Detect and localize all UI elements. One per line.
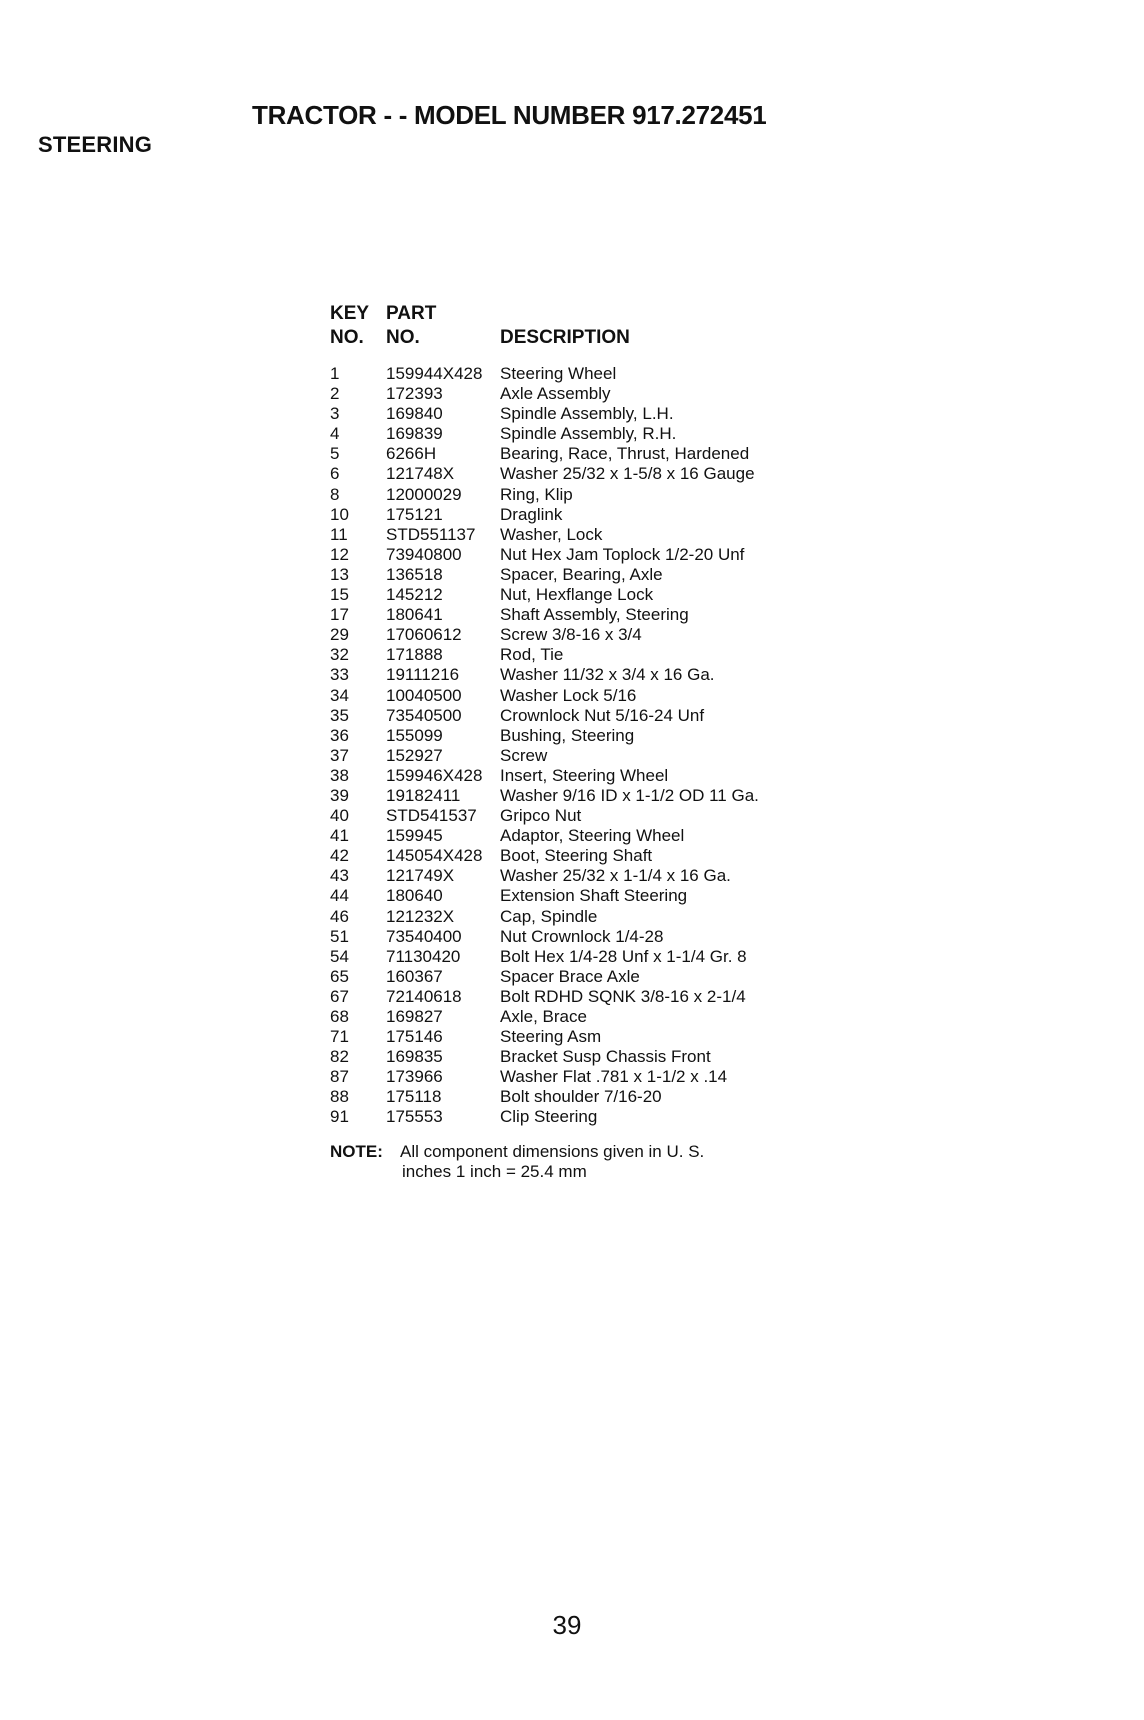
table-row — [330, 806, 850, 826]
description-cell: Washer 9/16 ID x 1-1/2 OD 11 Ga. — [500, 785, 759, 805]
table-header-row-2 — [330, 326, 850, 350]
table-row — [330, 505, 850, 525]
description-cell: Nut Crownlock 1/4-28 — [500, 926, 664, 946]
table-row — [330, 846, 850, 866]
table-row — [330, 665, 850, 685]
description-cell: Bolt Hex 1/4-28 Unf x 1-1/4 Gr. 8 — [500, 946, 747, 966]
key-cell: 33 — [330, 665, 349, 685]
key-cell: 68 — [330, 1007, 349, 1026]
key-cell: 35 — [330, 705, 349, 725]
table-row — [330, 585, 850, 605]
key-cell: 91 — [330, 1107, 349, 1127]
description-cell: Steering Asm — [500, 1027, 602, 1047]
note-text-line2: inches 1 inch = 25.4 mm — [402, 1162, 587, 1181]
key-cell: 12 — [330, 544, 349, 564]
description-cell: Nut, Hexflange Lock — [500, 585, 654, 605]
description-cell: Draglink — [500, 504, 563, 524]
part-number-cell: 152927 — [386, 745, 443, 765]
key-cell: 67 — [330, 986, 349, 1006]
part-number-cell: 72140618 — [386, 986, 462, 1006]
description-cell: Bolt RDHD SQNK 3/8-16 x 2-1/4 — [500, 986, 746, 1006]
part-number-cell: 19111216 — [386, 665, 460, 685]
key-cell: 41 — [330, 826, 349, 846]
table-body — [330, 364, 850, 1128]
key-cell: 38 — [330, 765, 349, 785]
table-row — [330, 1107, 850, 1127]
part-number-cell: 73940800 — [386, 544, 462, 564]
part-number-cell: 173966 — [386, 1067, 443, 1087]
note-line1 — [330, 1142, 704, 1162]
part-number-cell: 73540500 — [386, 705, 462, 725]
table-row — [330, 947, 850, 967]
description-cell: Rod, Tie — [500, 645, 564, 665]
table-row — [330, 424, 850, 444]
description-cell: Steering Wheel — [500, 364, 617, 383]
part-number-cell: 10040500 — [386, 685, 462, 705]
description-cell: Spindle Assembly, R.H. — [500, 424, 677, 444]
part-number-cell: 17060612 — [386, 625, 462, 645]
key-cell: 51 — [330, 926, 349, 946]
parts-table — [330, 302, 850, 1128]
table-row — [330, 1067, 850, 1087]
key-cell: 34 — [330, 685, 349, 705]
note-label: NOTE: — [330, 1142, 383, 1161]
key-cell: 88 — [330, 1087, 349, 1107]
note — [330, 1142, 704, 1182]
table-row — [330, 746, 850, 766]
description-cell: Washer 11/32 x 3/4 x 16 Ga. — [500, 665, 715, 685]
part-number-cell: 73540400 — [386, 926, 462, 946]
table-row — [330, 686, 850, 706]
part-number-cell: 159946X428 — [386, 765, 483, 785]
part-number-cell: 175121 — [386, 504, 443, 524]
description-cell: Cap, Spindle — [500, 906, 598, 926]
key-cell: 71 — [330, 1027, 349, 1047]
part-number-cell: 169835 — [386, 1047, 443, 1067]
key-cell: 36 — [330, 725, 349, 745]
part-number-cell: STD541537 — [386, 806, 477, 826]
table-row — [330, 1047, 850, 1067]
table-row — [330, 545, 850, 565]
part-number-cell: 145054X428 — [386, 846, 483, 866]
description-cell: Spacer, Bearing, Axle — [500, 564, 663, 584]
part-number-cell: 19182411 — [386, 785, 461, 805]
key-cell: 40 — [330, 806, 349, 826]
part-number-cell: 136518 — [386, 564, 443, 584]
description-cell: Spacer Brace Axle — [500, 966, 640, 986]
description-cell: Axle Assembly — [500, 384, 611, 404]
table-row — [330, 444, 850, 464]
description-cell: Spindle Assembly, L.H. — [500, 404, 674, 424]
table-row — [330, 1027, 850, 1047]
table-row — [330, 645, 850, 665]
description-cell: Crownlock Nut 5/16-24 Unf — [500, 705, 705, 725]
part-header-line1: PART — [386, 303, 437, 324]
part-number-cell: 121232X — [386, 906, 455, 926]
table-row — [330, 1007, 850, 1027]
description-cell: Boot, Steering Shaft — [500, 846, 653, 866]
key-cell: 6 — [330, 464, 340, 484]
table-row — [330, 625, 850, 645]
note-text-line1: All component dimensions given in U. S. — [400, 1142, 705, 1161]
table-row — [330, 404, 850, 424]
part-number-cell: 169840 — [386, 404, 443, 424]
header-spacer — [500, 302, 850, 326]
part-number-cell: 71130420 — [386, 946, 461, 966]
key-cell: 15 — [330, 585, 349, 605]
key-cell: 32 — [330, 645, 349, 665]
description-header: DESCRIPTION — [500, 327, 630, 348]
description-cell: Adaptor, Steering Wheel — [500, 826, 685, 846]
part-number-cell: 121748X — [386, 464, 455, 484]
description-cell: Insert, Steering Wheel — [500, 765, 669, 785]
part-number-cell: 145212 — [386, 585, 443, 605]
table-row — [330, 525, 850, 545]
key-cell: 29 — [330, 625, 349, 645]
description-cell: Washer Lock 5/16 — [500, 685, 637, 705]
part-header-line2: NO. — [386, 327, 420, 348]
table-row — [330, 605, 850, 625]
part-number-cell: 171888 — [386, 645, 443, 665]
part-number-cell: 12000029 — [386, 484, 462, 504]
page-number: 39 — [552, 1610, 582, 1640]
page-title: TRACTOR - - MODEL NUMBER 917.272451 — [252, 100, 767, 130]
key-cell: 54 — [330, 946, 349, 966]
description-cell: Screw — [500, 745, 548, 765]
table-row — [330, 364, 850, 384]
description-cell: Bearing, Race, Thrust, Hardened — [500, 444, 750, 464]
part-number-cell: 155099 — [386, 725, 443, 745]
key-cell: 82 — [330, 1047, 349, 1067]
table-row — [330, 485, 850, 505]
part-number-cell: 121749X — [386, 866, 455, 886]
description-cell: Washer 25/32 x 1-5/8 x 16 Gauge — [500, 464, 755, 484]
table-row — [330, 886, 850, 906]
part-number-cell: 180641 — [386, 605, 443, 625]
description-cell: Bracket Susp Chassis Front — [500, 1047, 711, 1067]
key-cell: 87 — [330, 1067, 349, 1087]
description-cell: Clip Steering — [500, 1107, 598, 1127]
key-cell: 1 — [330, 364, 340, 383]
key-cell: 37 — [330, 745, 349, 765]
key-cell: 8 — [330, 484, 340, 504]
part-number-cell: 169827 — [386, 1007, 443, 1026]
description-cell: Screw 3/8-16 x 3/4 — [500, 625, 642, 645]
part-number-cell: STD551137 — [386, 524, 476, 544]
part-number-cell: 175118 — [386, 1087, 442, 1107]
section-heading: STEERING — [38, 132, 153, 157]
key-header-line2: NO. — [330, 327, 364, 348]
key-cell: 13 — [330, 564, 349, 584]
part-number-cell: 159944X428 — [386, 364, 483, 383]
table-row — [330, 565, 850, 585]
key-cell: 3 — [330, 404, 340, 424]
table-row — [330, 706, 850, 726]
table-row — [330, 464, 850, 484]
key-cell: 46 — [330, 906, 349, 926]
description-cell: Bushing, Steering — [500, 725, 635, 745]
table-row — [330, 1087, 850, 1107]
part-number-cell: 175553 — [386, 1107, 443, 1127]
description-cell: Washer, Lock — [500, 524, 603, 544]
part-number-cell: 180640 — [386, 886, 443, 906]
part-number-cell: 172393 — [386, 384, 443, 404]
key-cell: 2 — [330, 384, 340, 404]
table-row — [330, 967, 850, 987]
page-number-wrap — [0, 1610, 1144, 1641]
table-row — [330, 987, 850, 1007]
key-cell: 65 — [330, 966, 349, 986]
key-cell: 39 — [330, 785, 349, 805]
key-cell: 11 — [330, 524, 348, 544]
description-cell: Nut Hex Jam Toplock 1/2-20 Unf — [500, 544, 745, 564]
description-cell: Extension Shaft Steering — [500, 886, 688, 906]
description-cell: Washer 25/32 x 1-1/4 x 16 Ga. — [500, 866, 731, 886]
description-cell: Shaft Assembly, Steering — [500, 605, 689, 625]
table-header-row-1 — [330, 302, 850, 326]
key-cell: 42 — [330, 846, 349, 866]
description-cell: Washer Flat .781 x 1-1/2 x .14 — [500, 1067, 728, 1087]
part-number-cell: 6266H — [386, 444, 437, 464]
description-cell: Bolt shoulder 7/16-20 — [500, 1087, 662, 1107]
key-cell: 10 — [330, 504, 349, 524]
table-row — [330, 927, 850, 947]
table-row — [330, 726, 850, 746]
table-row — [330, 866, 850, 886]
table-row — [330, 907, 850, 927]
key-cell: 17 — [330, 605, 349, 625]
part-number-cell: 169839 — [386, 424, 443, 444]
table-row — [330, 826, 850, 846]
key-cell: 44 — [330, 886, 349, 906]
part-number-cell: 159945 — [386, 826, 443, 846]
table-row — [330, 786, 850, 806]
description-cell: Axle, Brace — [500, 1007, 587, 1026]
table-row — [330, 766, 850, 786]
key-cell: 43 — [330, 866, 349, 886]
part-number-cell: 175146 — [386, 1027, 443, 1047]
table-row — [330, 384, 850, 404]
key-cell: 5 — [330, 444, 340, 464]
key-cell: 4 — [330, 424, 340, 444]
description-cell: Gripco Nut — [500, 806, 582, 826]
part-number-cell: 160367 — [386, 966, 443, 986]
key-header-line1: KEY — [330, 303, 370, 324]
description-cell: Ring, Klip — [500, 484, 573, 504]
